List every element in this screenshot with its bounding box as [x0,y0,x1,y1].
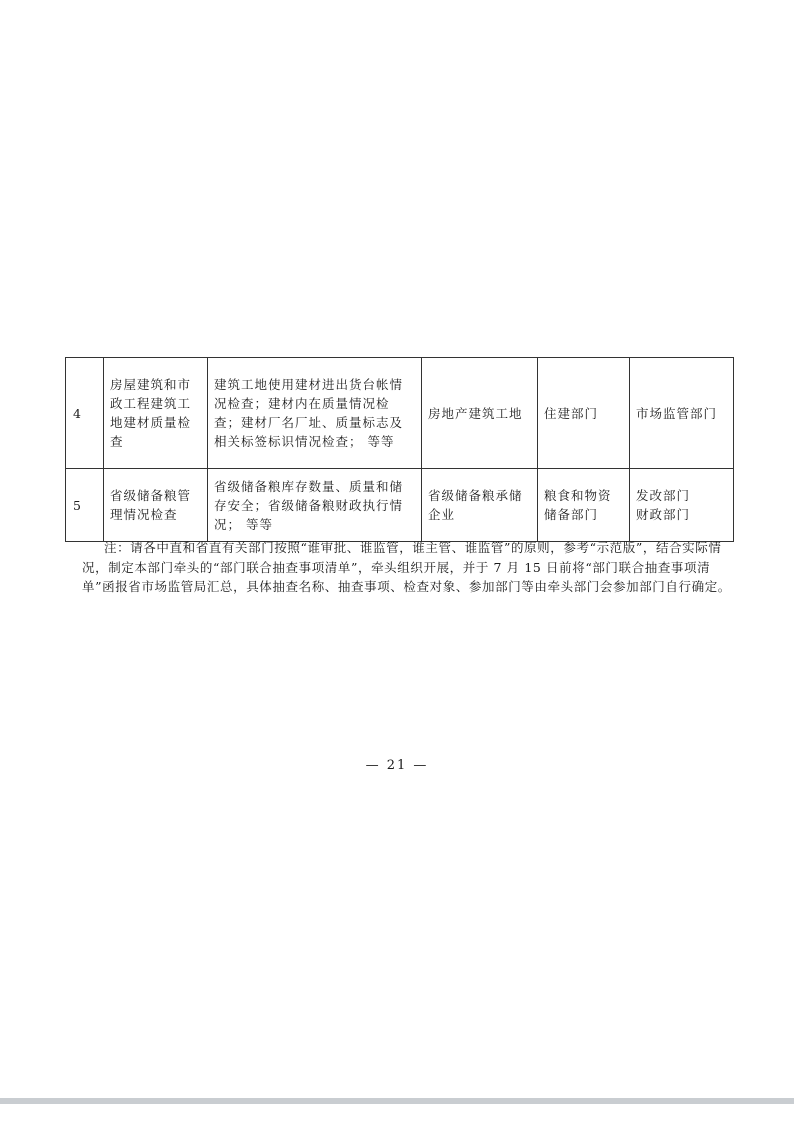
lead-department: 住建部门 [538,358,630,469]
inspection-target: 省级储备粮承储企业 [422,469,538,542]
inspection-target: 房地产建筑工地 [422,358,538,469]
participant-line: 发改部门 [636,488,691,503]
participant-line: 财政部门 [636,507,691,522]
inspection-content: 建筑工地使用建材进出货台帐情况检查；建材内在质量情况检查；建材厂名厂址、质量标志及相关标签标识情况检查； 等等 [208,358,422,469]
participating-departments [630,469,734,542]
row-number: 5 [66,469,104,542]
page-number: — 21 — [365,758,429,773]
scan-edge-bar [0,1098,794,1104]
inspection-item: 省级储备粮管理情况检查 [104,469,208,542]
lead-department: 粮食和物资储备部门 [538,469,630,542]
row-number: 4 [66,358,104,469]
inspection-table [65,357,734,542]
table-note: 注：请各中直和省直有关部门按照“谁审批、谁监管，谁主管、谁监管”的原则，参考“示范版”，结合实际情况，制定本部门牵头的“部门联合抽查事项清单”，牵头组织开展，并于 7 月 15 日前将“部门联合抽查事项清单”函报省市场监管局汇总，具体抽查名称、抽查事项、检查对象、参加部门等由牵头部门会参加部门自行确定。 [82,540,731,594]
table-row [66,358,734,469]
inspection-item: 房屋建筑和市政工程建筑工地建材质量检查 [104,358,208,469]
table-row [66,469,734,542]
participating-departments: 市场监管部门 [630,358,734,469]
inspection-content: 省级储备粮库存数量、质量和储存安全；省级储备粮财政执行情况； 等等 [208,469,422,542]
